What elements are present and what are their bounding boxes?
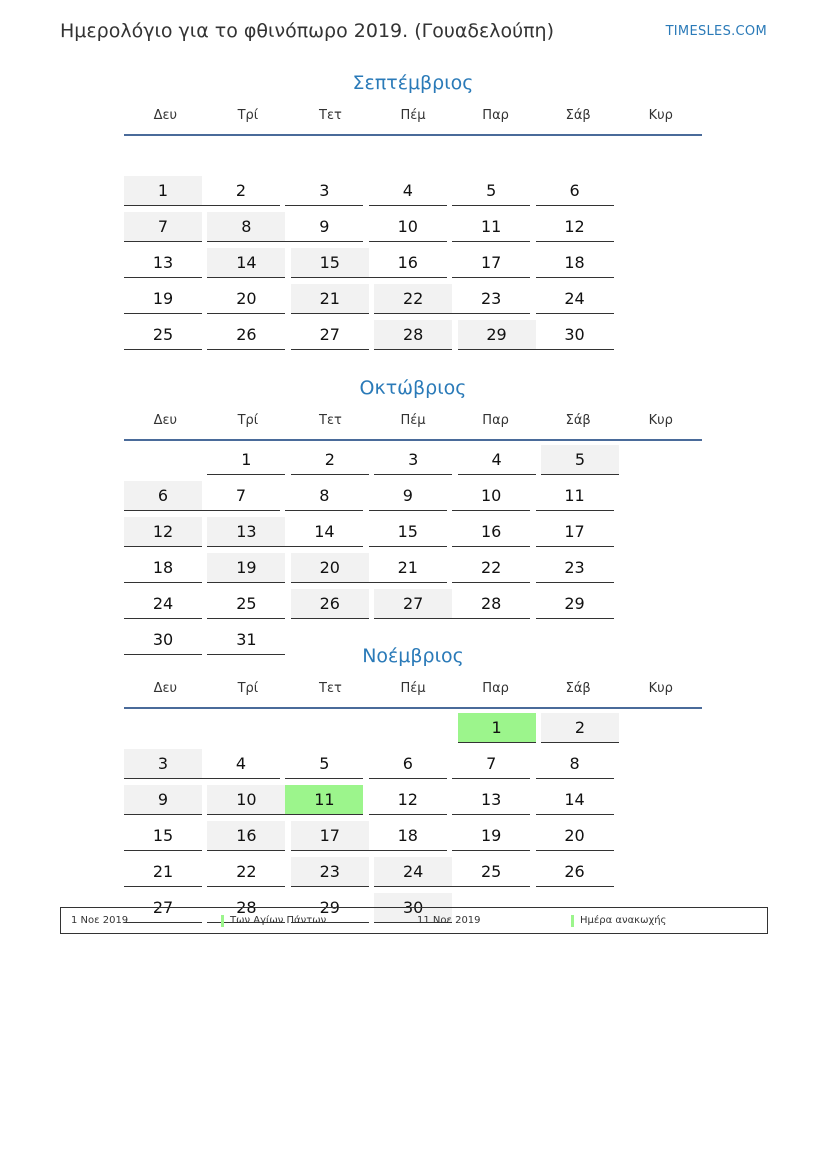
weekday-label: Πέμ [400, 107, 426, 123]
weekday-label: Τετ [319, 680, 342, 696]
weekday-header [124, 96, 702, 136]
day-cell: 30 [536, 320, 614, 350]
empty-cell [124, 445, 202, 475]
empty-cell [541, 140, 619, 170]
day-cell: 26 [291, 589, 369, 619]
weekday-label: Σάβ [565, 107, 591, 123]
weekday-label: Σάβ [565, 412, 591, 428]
month-calendar [124, 375, 702, 661]
weekday-label: Πέμ [400, 412, 426, 428]
day-cell: 6 [369, 749, 447, 779]
weekday-label: Δευ [153, 412, 178, 428]
day-cell: 24 [536, 284, 614, 314]
weekday-label: Παρ [482, 107, 509, 123]
day-cell: 22 [207, 857, 285, 887]
day-cell: 25 [207, 589, 285, 619]
month-title: Νοέμβριος [362, 645, 464, 667]
day-cell: 28 [452, 589, 530, 619]
day-cell: 16 [369, 248, 447, 278]
day-cell: 19 [207, 553, 285, 583]
day-cell: 18 [369, 821, 447, 851]
weekday-label: Κυρ [648, 680, 673, 696]
weekday-label: Τετ [319, 107, 342, 123]
day-cell: 17 [291, 821, 369, 851]
day-cell: 4 [369, 176, 447, 206]
day-cell: 6 [124, 481, 202, 511]
day-cell: 17 [452, 248, 530, 278]
weekday-label: Παρ [482, 412, 509, 428]
weekday-label: Πέμ [400, 680, 426, 696]
day-cell: 30 [124, 625, 202, 655]
day-cell: 3 [285, 176, 363, 206]
site-logo-link[interactable]: TIMESLES.COM [665, 24, 767, 39]
day-cell: 7 [202, 481, 280, 511]
day-cell: 12 [369, 785, 447, 815]
day-cell: 21 [124, 857, 202, 887]
day-cell: 17 [536, 517, 614, 547]
day-cell: 14 [207, 248, 285, 278]
day-cell: 9 [124, 785, 202, 815]
weekday-label: Κυρ [648, 412, 673, 428]
holiday-day-cell: 11 [285, 785, 363, 815]
empty-cell [291, 713, 369, 743]
day-cell: 23 [291, 857, 369, 887]
weekday-label: Τρί [237, 680, 259, 696]
weekday-label: Σάβ [565, 680, 591, 696]
empty-cell [124, 713, 202, 743]
day-cell: 8 [536, 749, 614, 779]
legend-holiday-name: Των Αγίων Πάντων [221, 915, 326, 927]
weekday-label: Δευ [153, 680, 178, 696]
day-cell: 11 [452, 212, 530, 242]
day-cell: 20 [536, 821, 614, 851]
day-cell: 3 [374, 445, 452, 475]
day-cell: 25 [124, 320, 202, 350]
legend-date: 1 Νοε 2019 [71, 915, 129, 926]
empty-cell [458, 140, 536, 170]
day-cell: 11 [536, 481, 614, 511]
month-calendar [124, 70, 702, 356]
day-cell: 29 [458, 320, 536, 350]
empty-cell [374, 713, 452, 743]
day-cell: 7 [124, 212, 202, 242]
day-grid [124, 136, 702, 356]
day-cell: 1 [124, 176, 202, 206]
day-cell: 20 [207, 284, 285, 314]
day-cell: 15 [369, 517, 447, 547]
weekday-label: Τρί [237, 412, 259, 428]
day-cell: 4 [202, 749, 280, 779]
weekday-header [124, 401, 702, 441]
day-cell: 29 [291, 893, 369, 923]
day-cell: 12 [124, 517, 202, 547]
day-cell: 18 [124, 553, 202, 583]
weekday-label: Παρ [482, 680, 509, 696]
day-cell: 27 [291, 320, 369, 350]
day-cell: 26 [207, 320, 285, 350]
day-cell: 13 [124, 248, 202, 278]
month-title: Σεπτέμβριος [352, 72, 474, 94]
weekday-label: Δευ [153, 107, 178, 123]
day-cell: 18 [536, 248, 614, 278]
day-cell: 16 [452, 517, 530, 547]
day-cell: 19 [124, 284, 202, 314]
day-cell: 7 [452, 749, 530, 779]
day-cell: 28 [207, 893, 285, 923]
day-cell: 23 [536, 553, 614, 583]
page-title: Ημερολόγιο για το φθινόπωρο 2019. (Γουαδελούπη) [60, 20, 554, 42]
weekday-label: Τρί [237, 107, 259, 123]
day-cell: 5 [541, 445, 619, 475]
day-cell: 14 [285, 517, 363, 547]
day-cell: 8 [207, 212, 285, 242]
day-cell: 21 [291, 284, 369, 314]
day-cell: 21 [369, 553, 447, 583]
day-grid [124, 441, 702, 661]
day-cell: 2 [291, 445, 369, 475]
day-cell: 14 [536, 785, 614, 815]
day-cell: 8 [285, 481, 363, 511]
weekday-header [124, 669, 702, 709]
day-cell: 20 [291, 553, 369, 583]
legend-holiday-name: Ημέρα ανακωχής [571, 915, 666, 927]
weekday-label: Τετ [319, 412, 342, 428]
day-cell: 5 [285, 749, 363, 779]
day-cell: 24 [374, 857, 452, 887]
empty-cell [374, 140, 452, 170]
day-cell: 26 [536, 857, 614, 887]
day-cell: 16 [207, 821, 285, 851]
day-cell: 6 [536, 176, 614, 206]
empty-cell [207, 713, 285, 743]
holiday-legend [60, 907, 768, 934]
holiday-day-cell: 1 [458, 713, 536, 743]
day-cell: 13 [452, 785, 530, 815]
day-cell: 31 [207, 625, 285, 655]
day-cell: 10 [207, 785, 285, 815]
day-cell: 27 [374, 589, 452, 619]
day-cell: 1 [207, 445, 285, 475]
day-cell: 28 [374, 320, 452, 350]
day-cell: 19 [452, 821, 530, 851]
month-calendar [124, 643, 702, 929]
day-cell: 2 [202, 176, 280, 206]
legend-date: 11 Νοε 2019 [417, 915, 481, 926]
day-cell: 25 [452, 857, 530, 887]
day-cell: 10 [452, 481, 530, 511]
day-cell: 2 [541, 713, 619, 743]
day-cell: 13 [207, 517, 285, 547]
day-cell: 10 [369, 212, 447, 242]
day-cell: 30 [374, 893, 452, 923]
day-cell: 4 [458, 445, 536, 475]
day-cell: 24 [124, 589, 202, 619]
empty-cell [291, 140, 369, 170]
day-cell: 15 [124, 821, 202, 851]
day-cell: 15 [291, 248, 369, 278]
day-cell: 22 [374, 284, 452, 314]
empty-cell [124, 140, 202, 170]
day-cell: 27 [124, 893, 202, 923]
day-cell: 23 [452, 284, 530, 314]
weekday-label: Κυρ [648, 107, 673, 123]
day-cell: 9 [369, 481, 447, 511]
day-cell: 5 [452, 176, 530, 206]
day-cell: 12 [536, 212, 614, 242]
day-cell: 9 [285, 212, 363, 242]
empty-cell [207, 140, 285, 170]
month-title: Οκτώβριος [359, 377, 467, 399]
day-cell: 29 [536, 589, 614, 619]
day-cell: 3 [124, 749, 202, 779]
day-cell: 22 [452, 553, 530, 583]
day-grid [124, 709, 702, 929]
